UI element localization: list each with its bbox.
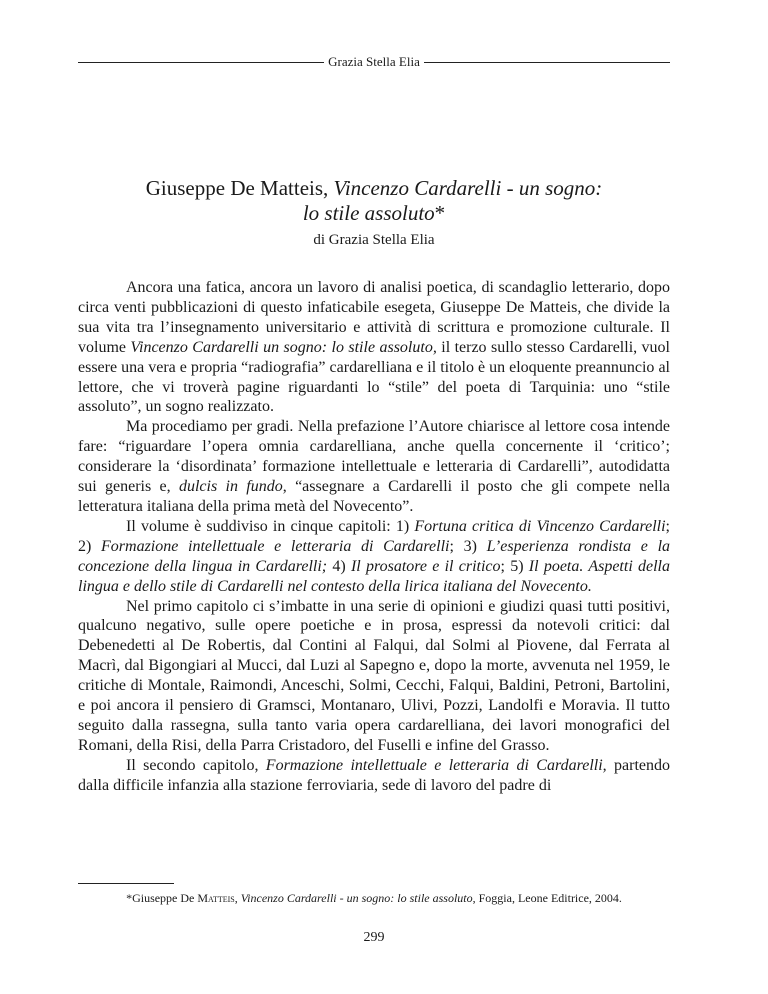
- title-work-line1: Vincenzo Cardarelli - un sogno:: [333, 176, 603, 200]
- italic-run: Il prosatore e il critico: [350, 557, 501, 575]
- paragraph-4: Nel primo capitolo ci s’imbatte in una serie di opinioni e giudizi quasi tutti positivi, qualcuno negativo, sulle opere poetiche e in prosa, espressi da notevoli critici: dal Debenedetti al De Robertis, dal Contini al Falqui, dal Solmi al Piovene, dal Ferrata al Macrì, dal Bigongiari al Mucci, dal Luzi al Sapegno e, dopo la morte, avvenuta nel 1959, le critiche di Montale, Raimondi, Anceschi, Solmi, Cecchi, Falqui, Baldini, Petroni, Bartolini, e poi ancora il pensiero di Gramsci, Montanaro, Ulivi, Pozzi, Landolfi e Moravia. Il tutto seguito dalla rassegna, sulla tanto varia opera cardarelliana, dei lavori monografici del Romani, della Risi, della Parra Cristadoro, del Fuselli e infine del Grasso.: [78, 597, 670, 754]
- italic-run: Formazione intellettuale e letteraria di Cardarelli,: [265, 756, 607, 774]
- footnote: [78, 891, 670, 906]
- header-rule-left: [78, 62, 324, 63]
- text-run: ; 5): [500, 557, 529, 575]
- footnote-publisher: , Foggia, Leone Editrice, 2004.: [472, 891, 622, 905]
- article-title: [78, 176, 670, 226]
- footnote-author-smallcaps: Matteis: [197, 891, 235, 905]
- text-run: Ancora una fatica, ancora un lavoro di analisi poetica, di scandaglio letterario, dopo circa venti pubblicazioni di questo infaticabile esegeta, Giuseppe De Matteis, che divide la sua vita tra l’insegnamento universitario e attività di scrittura e promozione culturale. Il volume: [78, 279, 670, 356]
- italic-run: dulcis in fundo: [178, 478, 283, 496]
- footnote-title: Vincenzo Cardarelli - un sogno: lo stile assoluto: [240, 891, 473, 905]
- text-run: ; 3): [449, 537, 487, 555]
- text-run: ; 2): [78, 517, 670, 555]
- text-run: partendo dalla difficile infanzia alla stazione ferroviaria, sede di lavoro del padre di: [78, 756, 670, 794]
- text-run: , “assegnare a Cardarelli il posto che gli compete nella letteratura italiana della prima metà del Novecento”.: [78, 478, 670, 515]
- byline: di Grazia Stella Elia: [313, 232, 435, 248]
- running-head-author: Grazia Stella Elia: [328, 54, 420, 69]
- article-title-block: [78, 176, 670, 250]
- title-work-line2: lo stile assoluto: [302, 201, 435, 225]
- paragraph-2: [78, 417, 670, 517]
- text-run: Il secondo capitolo,: [126, 756, 266, 774]
- footnote-separator: ,: [234, 891, 241, 905]
- running-head: [78, 52, 670, 72]
- italic-run: Formazione intellettuale e letteraria di Cardarelli: [101, 537, 450, 555]
- text-run: il terzo sullo stesso Cardarelli, vuol essere una vera e propria “radiografia” cardarelliana e il titolo è un eloquente preannuncio al lettore, che vi troverà pagine riguardanti lo “stile” del poeta di Tarquinia: uno “stile assoluto”, un sogno realizzato.: [78, 338, 671, 416]
- text-run: Il volume è suddiviso in cinque capitoli: 1): [126, 517, 415, 535]
- footnote-mark: *: [126, 891, 133, 905]
- text-run: 4): [327, 557, 351, 575]
- title-author: Giuseppe De Matteis,: [145, 176, 329, 200]
- header-rule-right: [424, 62, 670, 63]
- paragraph-1: [78, 278, 670, 417]
- italic-run: Il poeta. Aspetti della lingua e dello stile di Cardarelli nel contesto della lirica italiana del Novecento.: [78, 557, 671, 595]
- italic-run: Vincenzo Cardarelli un sogno: lo stile assoluto,: [130, 338, 437, 356]
- title-footnote-mark: *: [434, 201, 446, 225]
- text-run: Ma procediamo per gradi. Nella prefazione l’Autore chiarisce al lettore cosa intende fare: “riguardare l’opera omnia cardarelliana, anche quella concernente il ‘critico’; considerare la ‘disordinata’ formazione intellettuale e letteraria di Cardarelli”, autodidatta sui generis e,: [78, 418, 670, 496]
- footnote-rule: [78, 883, 174, 884]
- page-number: 299: [363, 930, 385, 945]
- italic-run: L’esperienza rondista e la concezione della lingua in Cardarelli;: [78, 537, 671, 575]
- paragraph-3: [78, 517, 670, 597]
- paragraph-5: [78, 756, 670, 796]
- article-body: [78, 278, 670, 796]
- italic-run: Fortuna critica di Vincenzo Cardarelli: [414, 517, 666, 535]
- footnote-author: Giuseppe De: [132, 891, 198, 905]
